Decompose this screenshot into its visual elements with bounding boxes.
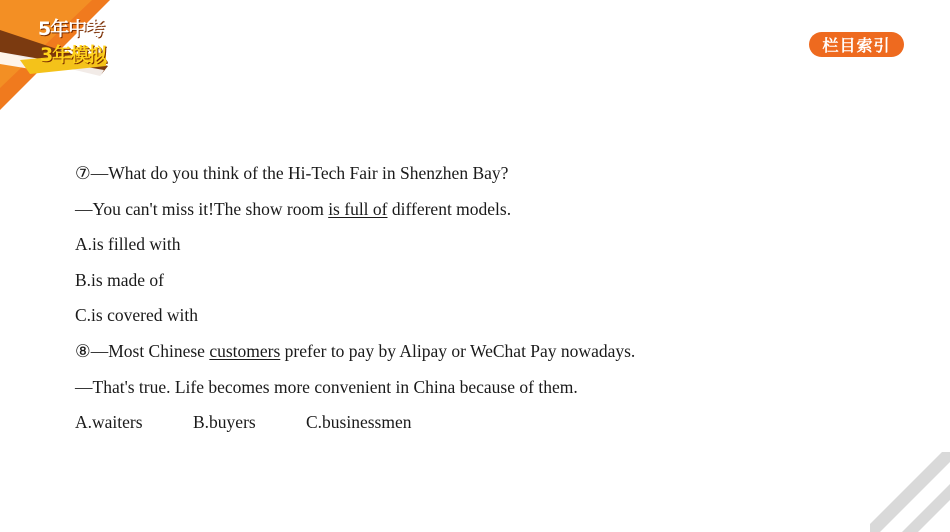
q8-option-b: B.buyers [193,412,256,433]
q7-option-a: A.is filled with [75,234,181,255]
q7-answer [75,198,635,234]
q8-options [75,411,635,447]
q8-option-c: C.businessmen [306,412,412,433]
q8-question-post: prefer to pay by Alipay or WeChat Pay nowadays. [280,340,636,361]
q7-question-text: —What do you think of the Hi-Tech Fair in Shenzhen Bay? [90,163,509,183]
q7-option-c: C.is covered with [75,305,198,326]
q8-option-a: A.waiters [75,412,143,433]
q7-question [75,162,635,198]
logo-text-line2: 3年模拟 [40,44,107,66]
corner-stripe-decoration [870,452,950,532]
q8-number: ⑧ [75,340,91,361]
q7-underlined-phrase: is full of [328,198,388,219]
logo-text-line1: 5年中考 [38,18,105,40]
q7-option-b: B.is made of [75,269,164,290]
q8-underlined-word: customers [209,340,281,361]
q8-answer: —That's true. Life becomes more convenient in China because of them. [75,376,578,397]
logo [0,0,115,112]
q8-question [75,340,635,376]
q8-question-pre: —Most Chinese [90,340,210,361]
q7-number: ⑦ [75,163,91,183]
q7-answer-pre: —You can't miss it!The show room [75,198,329,219]
column-index-button[interactable]: 栏目索引 [809,32,904,57]
exercise-content [75,162,635,447]
q7-answer-post: different models. [387,198,512,219]
